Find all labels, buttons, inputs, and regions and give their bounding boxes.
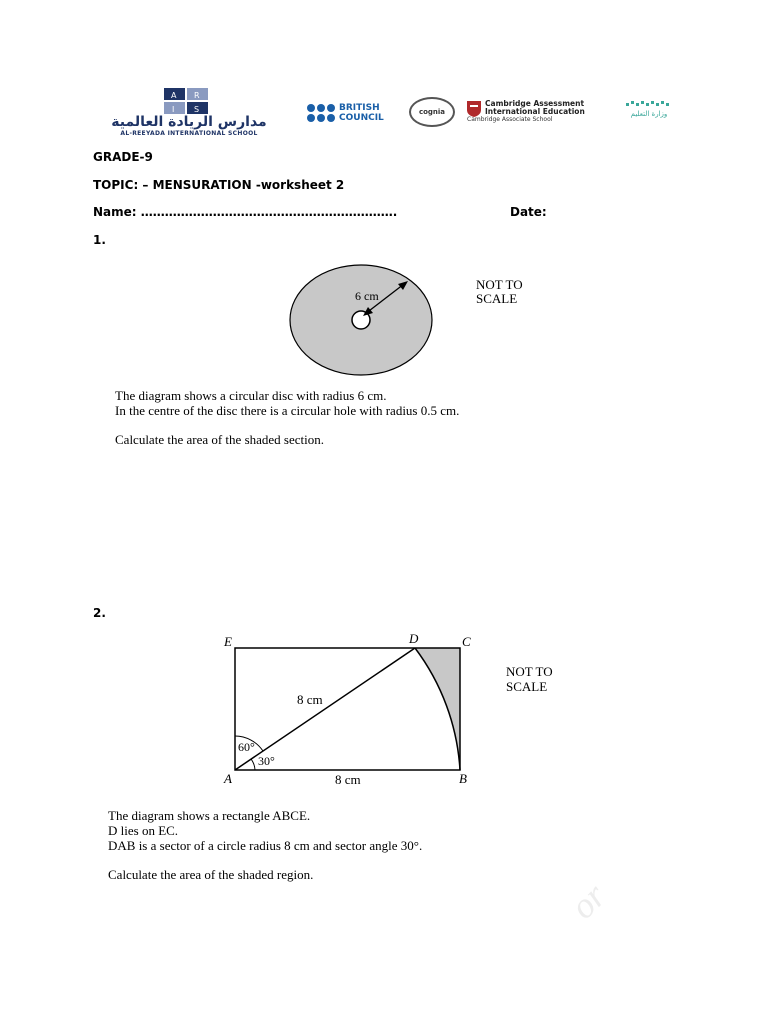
british-council-logo [307, 103, 405, 123]
radius-ad [235, 648, 415, 770]
question-1-number: 1. [93, 233, 106, 247]
label-b: B [459, 771, 467, 786]
q1-not-to-scale-1: NOT TO [476, 277, 523, 292]
school-name-arabic: مدارس الريادة العالمية [111, 114, 267, 130]
shield-letter-r: R [194, 91, 200, 100]
radius-label: 6 cm [355, 289, 379, 303]
rectangle-abce [235, 648, 460, 770]
q2-line-3: DAB is a sector of a circle radius 8 cm and sector angle 30°. [108, 838, 423, 853]
q2-not-to-scale-2: SCALE [506, 679, 548, 694]
date-field[interactable]: Date: [510, 205, 547, 219]
british-council-line2: COUNCIL [339, 113, 384, 123]
school-logo [96, 88, 282, 138]
label-e: E [224, 634, 232, 649]
cognia-logo [409, 97, 455, 127]
question-2-number: 2. [93, 606, 106, 620]
label-angle-60: 60° [238, 740, 255, 754]
q2-line-4: Calculate the area of the shaded region. [108, 867, 314, 882]
q2-line-2: D lies on EC. [108, 823, 179, 838]
cambridge-logo [467, 100, 607, 124]
cambridge-crest-icon [467, 101, 481, 117]
angle-arc-30 [251, 759, 255, 770]
ministry-pattern-icon [626, 99, 672, 109]
question-2-text [108, 808, 422, 882]
ministry-logo [624, 99, 674, 125]
british-council-line1: BRITISH [339, 103, 380, 113]
label-c: C [462, 634, 471, 649]
question-2-diagram [220, 630, 480, 790]
shield-letter-i: I [172, 105, 175, 114]
shield-icon [164, 88, 208, 114]
ministry-text: وزارة التعليم [630, 110, 668, 118]
british-council-dots-icon [307, 104, 335, 122]
shaded-region [415, 648, 460, 770]
cognia-text: cognia [418, 108, 446, 116]
label-hypotenuse: 8 cm [297, 692, 323, 707]
name-field[interactable]: Name: ………………………………………………………. [93, 205, 398, 219]
school-name-english: AL-REEYADA INTERNATIONAL SCHOOL [120, 130, 258, 137]
question-1-text [115, 388, 459, 447]
grade-label: GRADE-9 [93, 150, 153, 164]
label-a: A [224, 771, 232, 786]
cambridge-line1: Cambridge Assessment [485, 99, 585, 108]
watermark: or [562, 875, 614, 927]
label-d: D [409, 631, 419, 646]
q2-line-1: The diagram shows a rectangle ABCE. [108, 808, 311, 823]
label-base: 8 cm [335, 772, 361, 787]
cambridge-line2: International Education [485, 107, 585, 116]
q1-line-3: Calculate the area of the shaded section. [115, 432, 324, 447]
q1-not-to-scale-2: SCALE [476, 291, 518, 306]
question-1-diagram [280, 262, 450, 377]
q1-line-1: The diagram shows a circular disc with radius 6 cm. [115, 388, 387, 403]
shield-letter-a: A [171, 91, 177, 100]
label-angle-30: 30° [258, 754, 275, 768]
topic-label: TOPIC: – MENSURATION -worksheet 2 [93, 178, 345, 192]
q2-not-to-scale-1: NOT TO [506, 664, 553, 679]
cambridge-line3: Cambridge Associate School [467, 116, 553, 123]
q1-line-2: In the centre of the disc there is a circular hole with radius 0.5 cm. [115, 403, 460, 418]
shield-letter-s: S [194, 105, 200, 114]
